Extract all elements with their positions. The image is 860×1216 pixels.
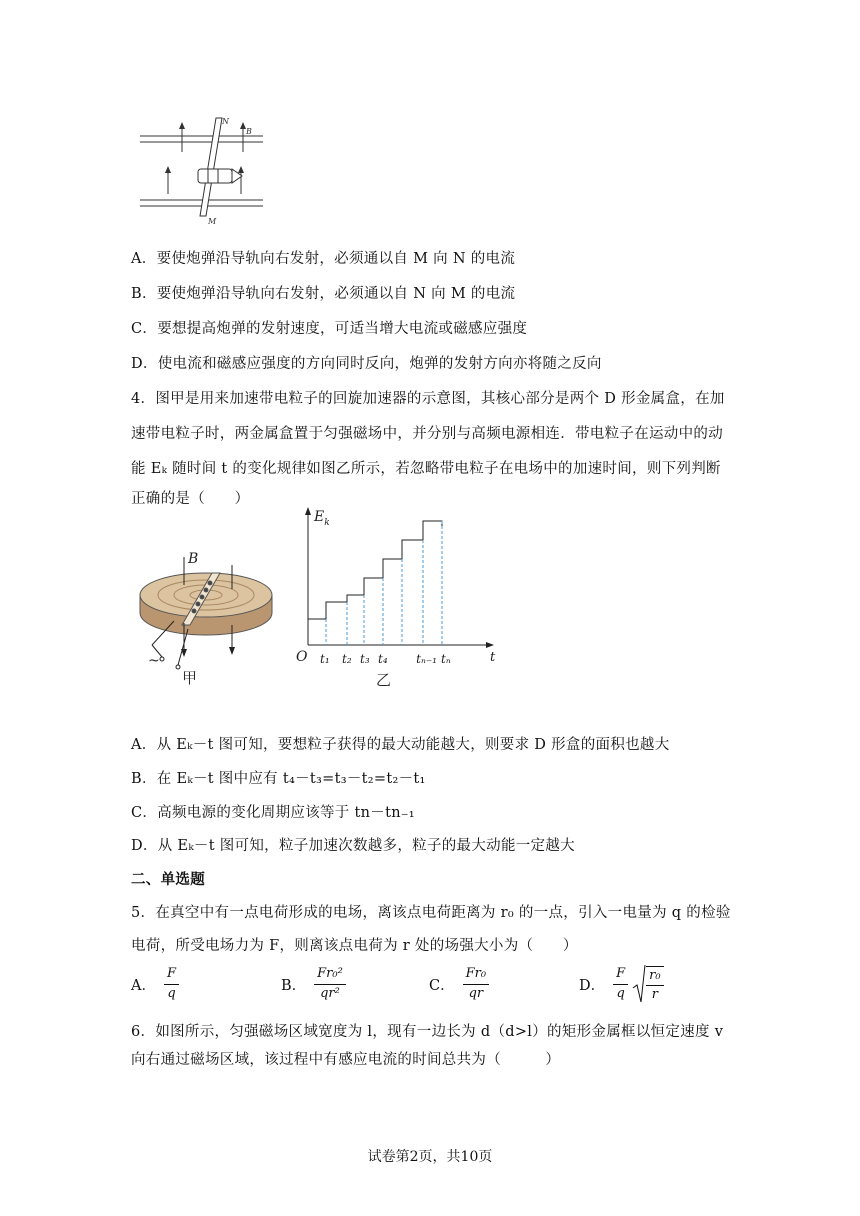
label-b: B [246,127,252,136]
q4-option-c: C．高频电源的变化周期应该等于 tn－tn₋₁ [131,805,415,821]
fraction: $\frac{\text{r₀}}{r}$ [646,966,663,1003]
fraction: $\frac{F}{q}$ [613,967,628,1001]
q5-option-b: B． $\frac{\text{Fr₀²}}{\text{qr²}}$ [281,962,346,1006]
q4-option-a: A．从 Eₖ－t 图可知，要想粒子获得的最大动能越大，则要求 D 形盒的面积也越大 [131,737,670,753]
q3-option-b: B．要使炮弹沿导轨向右发射，必须通以自 N 向 M 的电流 [131,286,516,302]
q3-option-c: C．要想提高炮弹的发射速度，可适当增大电流或磁感应强度 [131,321,528,337]
q5-stem-line-1: 5．在真空中有一点电荷形成的电场，离该点电荷距离为 r₀ 的一点，引入一电量为 q 的检验 [131,905,731,921]
q5-option-d: D． $\frac{F}{q}$ $\frac{\text{r₀}}{r}$ [579,962,664,1006]
radical-icon [632,964,646,1004]
tick-t1: t₁ [320,652,330,666]
rail-gun-figure [138,112,268,230]
q4-option-d: D．从 Eₖ－t 图可知，粒子加速次数越多，粒子的最大动能一定越大 [131,838,575,854]
q5-option-a: A． $\frac{F}{q}$ [131,962,179,1006]
q5-options [131,962,731,1012]
caption-jia: 甲 [182,669,198,685]
page-footer: 试卷第2页，共10页 [367,1149,493,1165]
fraction: $\frac{F}{q}$ [164,967,179,1001]
q4-stem-line-4: 正确的是（ ） [131,491,250,507]
cyclotron-figure [122,545,282,685]
fraction: $\frac{\text{Fr₀²}}{\text{qr²}}$ [314,967,346,1001]
y-axis-label: $E_k$ [314,509,330,528]
q4-option-b: B．在 Eₖ－t 图中应有 t₄－t₃=t₃－t₂=t₂－t₁ [131,771,426,787]
section-title: 二、单选题 [131,871,205,888]
ek-t-graph [292,505,502,690]
q5-stem-line-2: 电荷，所受电场力为 F，则离该点电荷为 r 处的场强大小为（ ） [131,938,578,954]
label-tilde: ~ [148,653,160,669]
label-n: N [222,117,229,126]
square-root [632,964,663,1004]
fraction: $\frac{\text{Fr₀}}{qr}$ [463,967,489,1001]
origin-label: O [296,649,308,665]
q4-stem-line-3: 能 Eₖ 随时间 t 的变化规律如图乙所示，若忽略带电粒子在电场中的加速时间，则下列判断 [131,461,721,477]
tick-t3: t₃ [360,652,370,666]
label-m: M [208,217,217,226]
tick-tn-1: tₙ₋₁ [416,652,437,666]
tick-t4: t₄ [378,652,388,666]
caption-yi: 乙 [376,671,392,689]
tick-t2: t₂ [342,652,352,666]
q3-option-a: A．要使炮弹沿导轨向右发射，必须通以自 M 向 N 的电流 [131,251,516,267]
q3-option-d: D．使电流和磁感应强度的方向同时反向，炮弹的发射方向亦将随之反向 [131,356,602,372]
x-axis-label: t [490,650,496,665]
q4-stem-line-1: 4．图甲是用来加速带电粒子的回旋加速器的示意图，其核心部分是两个 D 形金属盒，在加 [131,391,725,407]
q6-stem-line-1: 6．如图所示，匀强磁场区域宽度为 l，现有一边长为 d（d>l）的矩形金属框以恒定速度 v [131,1024,724,1040]
q6-stem-line-2: 向右通过磁场区域，该过程中有感应电流的时间总共为（ ） [131,1052,561,1068]
q4-stem-line-2: 速带电粒子时，两金属盒置于匀强磁场中，并分别与高频电源相连．带电粒子在运动中的动 [131,426,723,442]
tick-tn: tₙ [441,652,451,666]
q5-option-c: C． $\frac{\text{Fr₀}}{qr}$ [429,962,489,1006]
label-b-field: B [188,551,199,567]
